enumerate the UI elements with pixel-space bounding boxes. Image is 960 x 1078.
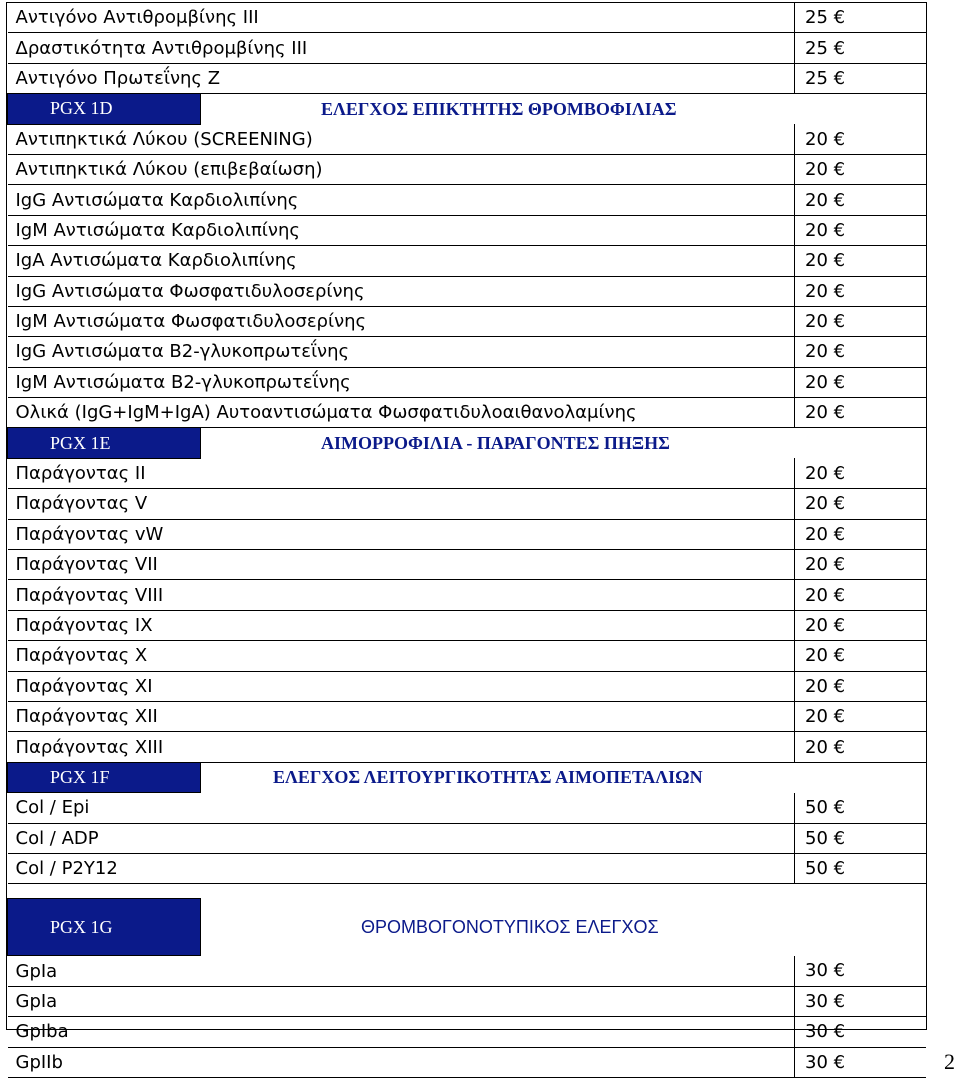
table-row bbox=[8, 33, 927, 63]
section-code: PGX 1G bbox=[8, 899, 201, 956]
table-row bbox=[8, 641, 927, 671]
test-name: GpIba bbox=[8, 1017, 795, 1047]
test-price: 20 € bbox=[795, 671, 927, 701]
test-price: 20 € bbox=[795, 398, 927, 428]
section-code: PGX 1F bbox=[8, 762, 201, 792]
table-row bbox=[8, 276, 927, 306]
table-row bbox=[8, 398, 927, 428]
test-name: Παράγοντας VII bbox=[8, 550, 795, 580]
table-row bbox=[8, 550, 927, 580]
table-row bbox=[8, 823, 927, 853]
test-price: 20 € bbox=[795, 276, 927, 306]
test-name: Παράγοντας XII bbox=[8, 701, 795, 731]
test-price: 20 € bbox=[795, 489, 927, 519]
section-title: ΕΛΕΓΧΟΣ ΛΕΙΤΟΥΡΓΙΚΟΤΗΤΑΣ ΑΙΜΟΠΕΤΑΛΙΩΝ bbox=[273, 767, 703, 788]
test-name: GpIIb bbox=[8, 1047, 795, 1077]
table-row bbox=[8, 63, 927, 93]
table-row bbox=[8, 610, 927, 640]
test-name: GpIa bbox=[8, 986, 795, 1016]
test-name: Παράγοντας XI bbox=[8, 671, 795, 701]
table-row bbox=[8, 185, 927, 215]
table-row bbox=[8, 1017, 927, 1047]
section-title: ΘΡΟΜΒΟΓΟΝΟΤΥΠΙΚΟΣ ΕΛΕΓΧΟΣ bbox=[361, 916, 659, 937]
table-row bbox=[8, 489, 927, 519]
test-price: 20 € bbox=[795, 701, 927, 731]
test-price: 50 € bbox=[795, 853, 927, 883]
section-title: ΑΙΜΟΡΡΟΦΙΛΙΑ - ΠΑΡΑΓΟΝΤΕΣ ΠΗΞΗΣ bbox=[321, 432, 670, 453]
page-number: 2 bbox=[944, 1049, 955, 1074]
test-name: Δραστικότητα Αντιθρομβίνης ΙΙΙ bbox=[8, 33, 795, 63]
test-name: IgA Αντισώματα Καρδιολιπίνης bbox=[8, 246, 795, 276]
test-price: 20 € bbox=[795, 154, 927, 184]
table-row bbox=[8, 580, 927, 610]
test-price: 30 € bbox=[795, 956, 927, 986]
spacer-cell bbox=[8, 884, 927, 899]
price-table bbox=[7, 3, 926, 1078]
price-list-table bbox=[6, 2, 927, 1073]
table-row bbox=[8, 853, 927, 883]
test-name: IgM Αντισώματα Καρδιολιπίνης bbox=[8, 215, 795, 245]
test-price: 25 € bbox=[795, 33, 927, 63]
table-row bbox=[8, 671, 927, 701]
table-row bbox=[8, 306, 927, 336]
section-code: PGX 1E bbox=[8, 428, 201, 458]
table-row bbox=[8, 458, 927, 488]
test-name: Παράγοντας V bbox=[8, 489, 795, 519]
table-row bbox=[8, 337, 927, 367]
table-row bbox=[8, 246, 927, 276]
section-header bbox=[8, 94, 927, 124]
test-name: Col / P2Y12 bbox=[8, 853, 795, 883]
test-name: Αντιπηκτικά Λύκου (SCREENING) bbox=[8, 124, 795, 154]
spacer-row bbox=[8, 884, 927, 899]
section-title: ΕΛΕΓΧΟΣ ΕΠΙΚΤΗΤΗΣ ΘΡΟΜΒΟΦΙΛΙΑΣ bbox=[321, 98, 677, 119]
table-row bbox=[8, 956, 927, 986]
test-price: 20 € bbox=[795, 550, 927, 580]
test-price: 20 € bbox=[795, 458, 927, 488]
test-name: Παράγοντας X bbox=[8, 641, 795, 671]
table-row bbox=[8, 367, 927, 397]
test-name: Παράγοντας XIII bbox=[8, 732, 795, 762]
table-row bbox=[8, 793, 927, 823]
test-price: 20 € bbox=[795, 306, 927, 336]
test-price: 20 € bbox=[795, 732, 927, 762]
test-name: Παράγοντας vW bbox=[8, 519, 795, 549]
test-price: 20 € bbox=[795, 185, 927, 215]
test-price: 50 € bbox=[795, 793, 927, 823]
test-price: 20 € bbox=[795, 610, 927, 640]
test-price: 20 € bbox=[795, 124, 927, 154]
test-name: Παράγοντας ΙΙ bbox=[8, 458, 795, 488]
test-name: Παράγοντας VIII bbox=[8, 580, 795, 610]
test-price: 20 € bbox=[795, 641, 927, 671]
test-name: IgG Αντισώματα Φωσφατιδυλοσερίνης bbox=[8, 276, 795, 306]
section-code: PGX 1D bbox=[8, 94, 201, 124]
section-header bbox=[8, 899, 927, 956]
table-row bbox=[8, 3, 927, 33]
section-header bbox=[8, 762, 927, 792]
table-row bbox=[8, 986, 927, 1016]
table-row bbox=[8, 732, 927, 762]
test-name: IgG Αντισώματα Καρδιολιπίνης bbox=[8, 185, 795, 215]
test-name: Παράγοντας IX bbox=[8, 610, 795, 640]
table-row bbox=[8, 154, 927, 184]
table-row bbox=[8, 519, 927, 549]
test-name: Αντιγόνο Αντιθρομβίνης ΙΙΙ bbox=[8, 3, 795, 33]
test-price: 30 € bbox=[795, 1047, 927, 1077]
test-price: 20 € bbox=[795, 367, 927, 397]
test-price: 50 € bbox=[795, 823, 927, 853]
test-name: Αντιγόνο Πρωτεΐνης Ζ bbox=[8, 63, 795, 93]
test-price: 20 € bbox=[795, 580, 927, 610]
test-name: Col / Epi bbox=[8, 793, 795, 823]
test-price: 30 € bbox=[795, 1017, 927, 1047]
test-price: 20 € bbox=[795, 246, 927, 276]
test-price: 20 € bbox=[795, 337, 927, 367]
test-name: Ολικά (IgG+IgM+IgA) Αυτοαντισώματα Φωσφατιδυλοαιθανολαμίνης bbox=[8, 398, 795, 428]
test-name: Col / ADP bbox=[8, 823, 795, 853]
test-name: IgM Αντισώματα Φωσφατιδυλοσερίνης bbox=[8, 306, 795, 336]
section-header bbox=[8, 428, 927, 458]
table-row bbox=[8, 215, 927, 245]
table-row bbox=[8, 124, 927, 154]
test-price: 20 € bbox=[795, 519, 927, 549]
test-price: 25 € bbox=[795, 63, 927, 93]
test-price: 30 € bbox=[795, 986, 927, 1016]
table-row bbox=[8, 1047, 927, 1077]
test-name: GpIa bbox=[8, 956, 795, 986]
test-name: Αντιπηκτικά Λύκου (επιβεβαίωση) bbox=[8, 154, 795, 184]
test-price: 25 € bbox=[795, 3, 927, 33]
test-name: IgM Αντισώματα Β2-γλυκοπρωτεΐνης bbox=[8, 367, 795, 397]
test-name: IgG Αντισώματα Β2-γλυκοπρωτεΐνης bbox=[8, 337, 795, 367]
table-row bbox=[8, 701, 927, 731]
test-price: 20 € bbox=[795, 215, 927, 245]
